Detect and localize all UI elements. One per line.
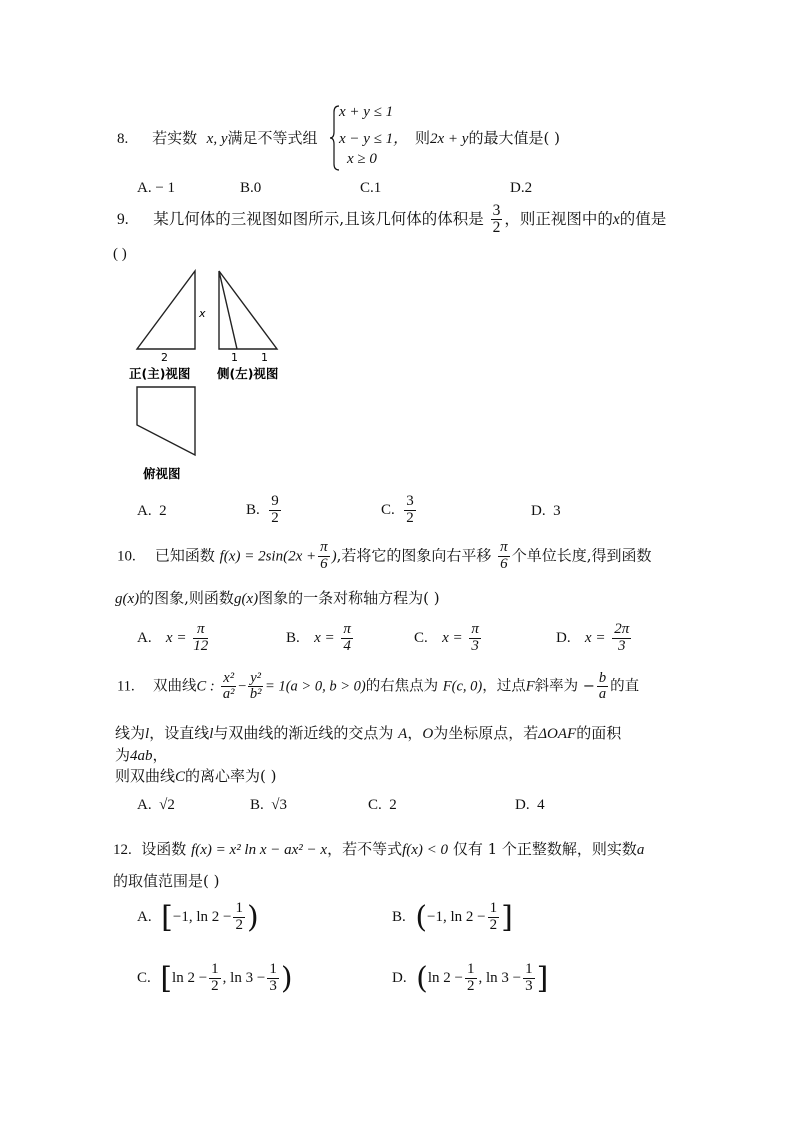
side-view-triangle — [219, 271, 277, 349]
q9-option-c[interactable]: C. $\frac{3}{2}$ — [381, 493, 414, 526]
q9-option-a[interactable]: A. 2 — [137, 503, 167, 519]
front-view-triangle — [137, 271, 195, 349]
front-view-caption: 正(主)视图 — [129, 366, 191, 381]
q11-stem: 11. 双曲线C : $\frac{\text{x²}}{\text{a²}}$ − $\frac{\text{y²}}{\text{b²}}$ = 1(a > 0, b > 0)的右焦点为 F(c, 0)，过点F斜率为 − $\frac{b}{a}$ 的直 — [117, 670, 640, 703]
q12-line-2: 的取值范围是( ) — [113, 872, 220, 890]
front-view-base-label: 2 — [161, 351, 168, 364]
q9-option-b[interactable]: B. $\frac{9}{2}$ — [246, 493, 279, 526]
q11-option-d[interactable]: D. 4 — [515, 797, 545, 813]
q12-stem: 12. 设函数 f(x) = x² ln x − ax² − x，若不等式f(x) < 0 仅有 1 个正整数解，则实数a — [113, 840, 645, 858]
front-view-height-label: x — [199, 307, 206, 320]
q10-option-c[interactable]: C. x = $\frac{\pi}{3}$ — [414, 621, 479, 654]
q8-sys-line-3: x ≥ 0 — [347, 151, 377, 167]
q9-three-view-figure — [125, 265, 295, 485]
q8-stem: 8. 若实数 x, y满足不等式组 — [117, 129, 318, 147]
side-view-base-label-1: 1 — [231, 351, 238, 364]
q11-line-2: 线为l，设直线l与双曲线的渐近线的交点为 A，O为坐标原点，若ΔOAF的面积 — [115, 724, 622, 742]
q9-volume-fraction: $\frac{3}{2}$ — [492, 202, 501, 237]
top-view-caption: 俯视图 — [143, 466, 181, 481]
q9-stem: 9. 某几何体的三视图如图所示,且该几何体的体积是 $\frac{3}{2}$ ，则正视图中的x的值是 — [117, 202, 667, 237]
q10-option-d[interactable]: D. x = $\frac{2\pi}{3}$ — [556, 621, 630, 654]
q11-option-a[interactable]: A. √2 — [137, 797, 175, 813]
q8-sys-line-1: x + y ≤ 1 — [339, 104, 394, 120]
q11-option-b[interactable]: B. √3 — [250, 797, 287, 813]
q11-line-4: 则双曲线C的离心率为( ) — [115, 767, 277, 785]
q10-option-b[interactable]: B. x = $\frac{\pi}{4}$ — [286, 621, 351, 654]
q9-paren: ( ) — [113, 246, 127, 262]
q10-stem: 10. 已知函数 f(x) = 2sin(2x + $\frac{\pi}{6}$ ),若将它的图象向右平移 $\frac{\pi}{6}$ 个单位长度,得到函数 — [117, 539, 652, 572]
q8-ask: 则2x + y的最大值是( ) — [415, 129, 560, 147]
side-view-caption: 侧(左)视图 — [217, 366, 279, 381]
q8-option-b[interactable]: B.0 — [240, 180, 262, 196]
top-view-shape — [137, 387, 195, 455]
q11-line-3: 为4ab， — [115, 746, 168, 764]
q9-option-d[interactable]: D. 3 — [531, 503, 561, 519]
q11-option-c[interactable]: C. 2 — [368, 797, 397, 813]
q8-option-a[interactable]: A. − 1 — [137, 180, 176, 196]
q12-option-d[interactable]: D. (ln 2 − $\frac{1}{2}$ , ln 3 − $\frac{1}{3}$ ] — [392, 961, 549, 996]
q10-option-a[interactable]: A. x = $\frac{\pi}{12}$ — [137, 621, 209, 654]
q8-sys-line-2: x − y ≤ 1， — [339, 131, 409, 147]
q12-option-c[interactable]: C. [ln 2 − $\frac{1}{2}$ , ln 3 − $\frac{1}{3}$ ) — [137, 961, 293, 996]
q12-option-a[interactable]: A. [−1, ln 2 − $\frac{1}{2}$ ) — [137, 900, 259, 935]
q8-option-c[interactable]: C.1 — [360, 180, 382, 196]
q8-option-d[interactable]: D.2 — [510, 180, 533, 196]
q10-line-2: g(x)的图象,则函数g(x)图象的一条对称轴方程为( ) — [115, 589, 440, 607]
side-view-base-label-2: 1 — [261, 351, 268, 364]
q12-option-b[interactable]: B. (−1, ln 2 − $\frac{1}{2}$ ] — [392, 900, 513, 935]
